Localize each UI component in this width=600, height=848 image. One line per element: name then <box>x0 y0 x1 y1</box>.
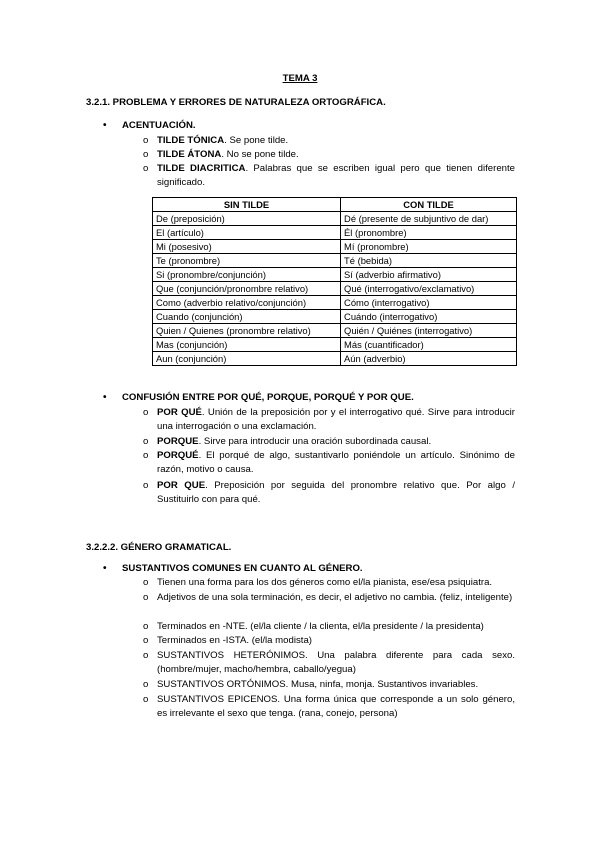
item-text: . No se pone tilde. <box>221 149 299 160</box>
table-row <box>153 352 517 366</box>
table-row <box>153 268 517 282</box>
table-row <box>153 324 517 338</box>
table-row <box>153 296 517 310</box>
item-text: SUSTANTIVOS ORTÓNIMOS. Musa, ninfa, monja. Sustantivos invariables. <box>157 679 479 690</box>
item-text: Terminados en -NTE. (el/la cliente / la clienta, el/la presidente / la presidenta) <box>157 621 484 632</box>
table-row <box>153 226 517 240</box>
section-heading-genero: 3.2.2.2. GÉNERO GRAMATICAL. <box>86 542 232 553</box>
item-text: SUSTANTIVOS HETERÓNIMOS. Una palabra diferente para cada sexo. (hombre/mujer, macho/hembra, caballo/yegua) <box>157 650 515 675</box>
table-cell: Mi (posesivo) <box>153 240 341 254</box>
item-text: SUSTANTIVOS EPICENOS. Una forma única que corresponde a un solo género, es irrelevante el sexo que tenga. (rana, conejo, persona) <box>157 694 515 719</box>
table-header: CON TILDE <box>341 198 517 212</box>
table-cell: Mas (conjunción) <box>153 338 341 352</box>
item-term: PORQUE <box>157 436 199 447</box>
bullet-label: SUSTANTIVOS COMUNES EN CUANTO AL GÉNERO. <box>122 563 363 574</box>
circle-bullet-icon: o <box>143 694 149 705</box>
item-text: . El porqué de algo, sustantivarlo poniéndole un artículo. Sinónimo de razón, motivo o causa. <box>157 450 515 475</box>
table-cell: Más (cuantificador) <box>341 338 517 352</box>
table-cell: Si (pronombre/conjunción) <box>153 268 341 282</box>
item-text: . Sirve para introducir una oración subordinada causal. <box>198 436 432 447</box>
item-term: TILDE DIACRITICA <box>157 163 246 174</box>
table-cell: Té (bebida) <box>341 254 517 268</box>
circle-bullet-icon: o <box>143 650 149 661</box>
circle-bullet-icon: o <box>143 592 149 603</box>
table-cell: Te (pronombre) <box>153 254 341 268</box>
item-text: . Palabras que se escriben igual pero que tienen diferente significado. <box>157 163 515 188</box>
document-title: TEMA 3 <box>282 73 318 84</box>
table-header-row <box>153 198 517 212</box>
tilde-table <box>152 197 517 366</box>
table-row <box>153 254 517 268</box>
bullet-label: ACENTUACIÓN. <box>122 120 196 131</box>
circle-bullet-icon: o <box>143 621 149 632</box>
bullet-dot-icon: • <box>103 120 107 131</box>
circle-bullet-icon: o <box>143 635 149 646</box>
table-cell: De (preposición) <box>153 212 341 226</box>
table-row <box>153 240 517 254</box>
item-text: . Unión de la preposición por y el interrogativo qué. Sirve para introducir una interrogación o una exclamación. <box>157 407 515 432</box>
table-cell: El (artículo) <box>153 226 341 240</box>
circle-bullet-icon: o <box>143 135 149 146</box>
item-text: . Preposición por seguida del pronombre relativo que. Por algo / Sustituirlo con para qué. <box>157 480 515 505</box>
table-cell: Mí (pronombre) <box>341 240 517 254</box>
item-term: PORQUÉ <box>157 450 199 461</box>
table-row <box>153 282 517 296</box>
table-cell: Sí (adverbio afirmativo) <box>341 268 517 282</box>
item-term: POR QUE <box>157 480 206 491</box>
item-term: TILDE ÁTONA <box>157 149 222 160</box>
item-term: POR QUÉ <box>157 407 202 418</box>
table-cell: Que (conjunción/pronombre relativo) <box>153 282 341 296</box>
circle-bullet-icon: o <box>143 163 149 174</box>
bullet-dot-icon: • <box>103 563 107 574</box>
table-cell: Cómo (interrogativo) <box>341 296 517 310</box>
section-heading-ortografia: 3.2.1. PROBLEMA Y ERRORES DE NATURALEZA ORTOGRÁFICA. <box>86 97 386 108</box>
item-text: . Se pone tilde. <box>224 135 289 146</box>
circle-bullet-icon: o <box>143 577 149 588</box>
circle-bullet-icon: o <box>143 149 149 160</box>
table-row <box>153 310 517 324</box>
circle-bullet-icon: o <box>143 407 149 418</box>
table-cell: Quién / Quiénes (interrogativo) <box>341 324 517 338</box>
table-header: SIN TILDE <box>153 198 341 212</box>
table-cell: Cuándo (interrogativo) <box>341 310 517 324</box>
table-cell: Qué (interrogativo/exclamativo) <box>341 282 517 296</box>
item-text: Adjetivos de una sola terminación, es decir, el adjetivo no cambia. (feliz, inteligente) <box>157 592 513 603</box>
table-cell: Él (pronombre) <box>341 226 517 240</box>
table-row <box>153 338 517 352</box>
item-text: Terminados en -ISTA. (el/la modista) <box>157 635 312 646</box>
table-cell: Cuando (conjunción) <box>153 310 341 324</box>
circle-bullet-icon: o <box>143 436 149 447</box>
circle-bullet-icon: o <box>143 679 149 690</box>
table-row <box>153 212 517 226</box>
item-text: Tienen una forma para los dos géneros como el/la pianista, ese/esa psiquiatra. <box>157 577 493 588</box>
table-cell: Quien / Quienes (pronombre relativo) <box>153 324 341 338</box>
table-cell: Aún (adverbio) <box>341 352 517 366</box>
table-cell: Dé (presente de subjuntivo de dar) <box>341 212 517 226</box>
circle-bullet-icon: o <box>143 450 149 461</box>
circle-bullet-icon: o <box>143 480 149 491</box>
item-term: TILDE TÓNICA <box>157 135 225 146</box>
bullet-label: CONFUSIÓN ENTRE POR QUÉ, PORQUE, PORQUÉ Y POR QUE. <box>122 392 414 403</box>
bullet-dot-icon: • <box>103 392 107 403</box>
table-cell: Como (adverbio relativo/conjunción) <box>153 296 341 310</box>
table-cell: Aun (conjunción) <box>153 352 341 366</box>
